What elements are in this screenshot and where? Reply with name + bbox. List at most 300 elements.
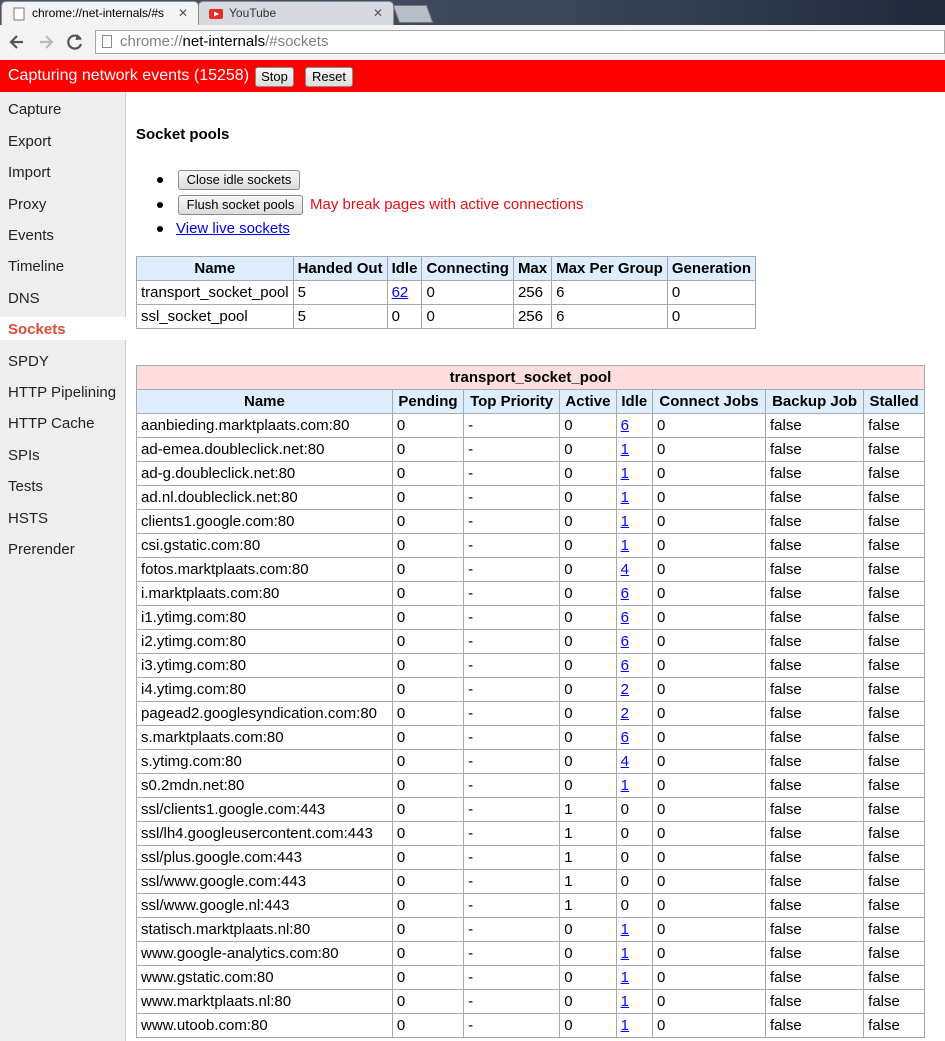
table-cell: 0 xyxy=(560,510,616,534)
table-cell: false xyxy=(864,822,925,846)
table-cell: 0 xyxy=(653,486,766,510)
list-bullet xyxy=(157,226,163,232)
table-cell: 1 xyxy=(560,798,616,822)
table-cell: false xyxy=(864,654,925,678)
column-header: Backup Job xyxy=(765,390,863,414)
table-cell: 6 xyxy=(552,305,668,329)
column-header: Handed Out xyxy=(293,257,387,281)
table-cell: false xyxy=(765,798,863,822)
table-cell: - xyxy=(464,510,560,534)
sidebar-item-timeline[interactable]: Timeline xyxy=(8,258,65,275)
table-cell: 0 xyxy=(560,414,616,438)
idle-count-link[interactable]: 1 xyxy=(620,489,629,506)
table-cell: false xyxy=(765,630,863,654)
sidebar-item-proxy[interactable]: Proxy xyxy=(8,196,47,213)
table-cell xyxy=(616,990,652,1014)
column-header: Connecting xyxy=(422,257,514,281)
idle-count-link[interactable]: 4 xyxy=(620,753,629,770)
table-cell: 0 xyxy=(392,822,463,846)
table-cell: false xyxy=(864,534,925,558)
idle-count-link[interactable]: 1 xyxy=(620,441,629,458)
table-cell: 0 xyxy=(560,678,616,702)
table-cell: - xyxy=(464,582,560,606)
table-cell: 1 xyxy=(560,822,616,846)
column-header: Idle xyxy=(387,257,422,281)
table-cell: 0 xyxy=(560,750,616,774)
table-row xyxy=(137,894,925,918)
column-header: Max xyxy=(513,257,551,281)
table-cell xyxy=(616,510,652,534)
table-row xyxy=(137,966,925,990)
table-cell: false xyxy=(765,918,863,942)
table-cell: false xyxy=(765,750,863,774)
table-row xyxy=(137,1014,925,1038)
table-cell: clients1.google.com:80 xyxy=(137,510,393,534)
table-cell: false xyxy=(864,846,925,870)
idle-count-link[interactable]: 1 xyxy=(620,993,629,1010)
transport-socket-pool-table xyxy=(136,365,925,1038)
table-cell: s0.2mdn.net:80 xyxy=(137,774,393,798)
table-cell: ssl/www.google.com:443 xyxy=(137,870,393,894)
youtube-icon xyxy=(209,7,223,21)
table-cell: 0 xyxy=(653,918,766,942)
table-cell: ssl/www.google.nl:443 xyxy=(137,894,393,918)
table-row xyxy=(137,942,925,966)
table-cell: - xyxy=(464,990,560,1014)
sidebar-item-sockets[interactable]: Sockets xyxy=(8,321,66,338)
table-cell: 0 xyxy=(560,774,616,798)
table-cell: false xyxy=(864,462,925,486)
table-cell: 0 xyxy=(616,870,652,894)
table-cell: 5 xyxy=(293,281,387,305)
table-cell: 0 xyxy=(560,462,616,486)
column-header: Active xyxy=(560,390,616,414)
table-cell: false xyxy=(864,678,925,702)
table-cell: 0 xyxy=(653,414,766,438)
table-cell: false xyxy=(864,486,925,510)
sidebar-item-capture[interactable]: Capture xyxy=(8,101,62,118)
table-cell: 0 xyxy=(560,558,616,582)
back-icon[interactable] xyxy=(6,31,28,53)
table-cell: false xyxy=(864,438,925,462)
table-cell: false xyxy=(765,654,863,678)
table-row xyxy=(137,774,925,798)
table-row xyxy=(137,654,925,678)
table-cell: 0 xyxy=(392,990,463,1014)
table-row xyxy=(137,582,925,606)
table-cell xyxy=(616,750,652,774)
table-cell xyxy=(616,702,652,726)
table-cell: - xyxy=(464,822,560,846)
table-cell: 0 xyxy=(653,654,766,678)
table-cell: 0 xyxy=(387,305,422,329)
table-cell: - xyxy=(464,678,560,702)
close-icon[interactable]: ✕ xyxy=(177,6,188,20)
table-cell xyxy=(616,558,652,582)
table-cell: 0 xyxy=(667,305,755,329)
table-cell: 0 xyxy=(560,942,616,966)
table-cell: false xyxy=(864,582,925,606)
table-row xyxy=(137,822,925,846)
flush-warning-text: May break pages with active connections xyxy=(310,196,584,213)
idle-count-link[interactable]: 6 xyxy=(620,729,629,746)
table-cell: false xyxy=(864,966,925,990)
idle-count-link[interactable]: 1 xyxy=(620,513,629,530)
table-row xyxy=(137,678,925,702)
table-cell: false xyxy=(765,486,863,510)
sidebar-item-spis[interactable]: SPIs xyxy=(8,447,40,464)
table-cell: 0 xyxy=(560,654,616,678)
table-cell: 0 xyxy=(616,822,652,846)
table-cell: www.marktplaats.nl:80 xyxy=(137,990,393,1014)
table-cell: 0 xyxy=(560,702,616,726)
table-cell: false xyxy=(765,606,863,630)
table-cell: 0 xyxy=(560,1014,616,1038)
table-caption: transport_socket_pool xyxy=(137,366,925,390)
table-cell: - xyxy=(464,414,560,438)
table-cell: 0 xyxy=(392,870,463,894)
table-cell: false xyxy=(765,966,863,990)
table-cell: 0 xyxy=(653,702,766,726)
table-cell xyxy=(616,462,652,486)
table-cell: false xyxy=(765,510,863,534)
table-cell: 256 xyxy=(513,281,551,305)
idle-count-link[interactable]: 62 xyxy=(391,284,409,301)
table-cell: 0 xyxy=(422,305,514,329)
table-cell: 0 xyxy=(560,726,616,750)
table-cell: 0 xyxy=(392,582,463,606)
sidebar xyxy=(0,92,126,1041)
sidebar-item-events[interactable]: Events xyxy=(8,227,54,244)
table-cell xyxy=(616,654,652,678)
table-cell: transport_socket_pool xyxy=(137,281,294,305)
table-cell xyxy=(616,414,652,438)
table-cell: 0 xyxy=(392,462,463,486)
table-cell: i3.ytimg.com:80 xyxy=(137,654,393,678)
table-cell: 0 xyxy=(392,558,463,582)
table-cell: 1 xyxy=(560,870,616,894)
table-cell: false xyxy=(864,510,925,534)
table-cell: 0 xyxy=(392,798,463,822)
reload-icon[interactable] xyxy=(64,31,86,53)
column-header: Pending xyxy=(392,390,463,414)
table-cell: 0 xyxy=(392,414,463,438)
table-cell: - xyxy=(464,726,560,750)
table-cell: 0 xyxy=(653,870,766,894)
table-cell: ssl/clients1.google.com:443 xyxy=(137,798,393,822)
table-cell xyxy=(616,438,652,462)
table-cell: 0 xyxy=(392,606,463,630)
table-cell: 0 xyxy=(392,486,463,510)
tab-strip xyxy=(0,0,945,25)
table-cell: 0 xyxy=(653,774,766,798)
table-cell: false xyxy=(765,774,863,798)
table-row xyxy=(137,750,925,774)
table-cell xyxy=(616,774,652,798)
table-cell: - xyxy=(464,606,560,630)
view-live-sockets-link[interactable]: View live sockets xyxy=(176,220,290,237)
table-cell: - xyxy=(464,558,560,582)
table-cell: i1.ytimg.com:80 xyxy=(137,606,393,630)
column-header: Stalled xyxy=(864,390,925,414)
table-cell: www.utoob.com:80 xyxy=(137,1014,393,1038)
table-cell: 0 xyxy=(392,846,463,870)
table-cell: 0 xyxy=(392,966,463,990)
column-header: Generation xyxy=(667,257,755,281)
table-cell: - xyxy=(464,630,560,654)
table-cell: false xyxy=(765,462,863,486)
table-cell: pagead2.googlesyndication.com:80 xyxy=(137,702,393,726)
stop-button[interactable]: Stop xyxy=(255,67,294,87)
address-bar[interactable]: chrome://net-internals/#sockets xyxy=(95,30,945,54)
idle-count-link[interactable]: 4 xyxy=(620,561,629,578)
idle-count-link[interactable]: 1 xyxy=(620,969,629,986)
table-cell: 0 xyxy=(560,606,616,630)
table-row xyxy=(137,414,925,438)
new-tab-button[interactable] xyxy=(393,5,434,23)
table-cell: 0 xyxy=(392,630,463,654)
table-cell: i4.ytimg.com:80 xyxy=(137,678,393,702)
table-cell: false xyxy=(765,678,863,702)
table-cell: ad.nl.doubleclick.net:80 xyxy=(137,486,393,510)
sidebar-item-prerender[interactable]: Prerender xyxy=(8,541,75,558)
table-row xyxy=(137,462,925,486)
table-cell: fotos.marktplaats.com:80 xyxy=(137,558,393,582)
table-cell: - xyxy=(464,798,560,822)
table-row xyxy=(137,438,925,462)
close-icon[interactable]: ✕ xyxy=(372,6,383,20)
table-cell xyxy=(616,486,652,510)
table-cell: 0 xyxy=(392,678,463,702)
table-cell: false xyxy=(864,750,925,774)
table-cell: false xyxy=(765,438,863,462)
table-cell: ad-g.doubleclick.net:80 xyxy=(137,462,393,486)
tab-net-internals[interactable] xyxy=(1,1,199,25)
column-header: Max Per Group xyxy=(552,257,668,281)
table-cell: 0 xyxy=(653,726,766,750)
table-cell: false xyxy=(765,942,863,966)
table-cell: false xyxy=(765,990,863,1014)
table-cell: 0 xyxy=(560,990,616,1014)
table-cell: - xyxy=(464,870,560,894)
sidebar-item-http-pipelining[interactable]: HTTP Pipelining xyxy=(8,384,117,401)
table-cell: false xyxy=(864,1014,925,1038)
table-cell: false xyxy=(864,726,925,750)
table-cell: - xyxy=(464,942,560,966)
sidebar-item-hsts[interactable]: HSTS xyxy=(8,510,49,527)
idle-count-link[interactable]: 1 xyxy=(620,1017,629,1034)
idle-count-link[interactable]: 1 xyxy=(620,537,629,554)
table-cell: false xyxy=(864,630,925,654)
sidebar-item-dns[interactable]: DNS xyxy=(8,290,40,307)
table-row xyxy=(137,606,925,630)
table-cell: false xyxy=(864,894,925,918)
table-cell: 0 xyxy=(392,894,463,918)
table-cell: false xyxy=(765,1014,863,1038)
table-cell: false xyxy=(864,798,925,822)
table-cell: - xyxy=(464,894,560,918)
table-row xyxy=(137,305,756,329)
table-row xyxy=(137,870,925,894)
forward-icon[interactable] xyxy=(35,31,57,53)
table-cell: statisch.marktplaats.nl:80 xyxy=(137,918,393,942)
flush-socket-pools-button[interactable]: Flush socket pools xyxy=(178,195,303,215)
table-row xyxy=(137,534,925,558)
table-cell: 0 xyxy=(653,606,766,630)
close-idle-sockets-button[interactable]: Close idle sockets xyxy=(178,170,300,190)
table-cell xyxy=(616,726,652,750)
table-cell: - xyxy=(464,702,560,726)
table-cell xyxy=(616,606,652,630)
table-cell: 0 xyxy=(560,966,616,990)
reset-button[interactable]: Reset xyxy=(305,67,353,87)
idle-count-link[interactable]: 1 xyxy=(620,777,629,794)
idle-count-link[interactable]: 6 xyxy=(620,417,629,434)
table-cell: 0 xyxy=(392,726,463,750)
table-cell xyxy=(616,630,652,654)
table-cell: i2.ytimg.com:80 xyxy=(137,630,393,654)
table-cell: 0 xyxy=(653,678,766,702)
table-cell: aanbieding.marktplaats.com:80 xyxy=(137,414,393,438)
table-cell: 0 xyxy=(616,846,652,870)
table-cell: 0 xyxy=(422,281,514,305)
table-cell: - xyxy=(464,486,560,510)
table-cell: 0 xyxy=(653,558,766,582)
table-cell: false xyxy=(765,726,863,750)
table-cell: false xyxy=(765,846,863,870)
table-cell: ad-emea.doubleclick.net:80 xyxy=(137,438,393,462)
table-cell: false xyxy=(765,822,863,846)
table-cell: 1 xyxy=(560,894,616,918)
page-icon xyxy=(102,35,112,48)
table-cell: 0 xyxy=(392,942,463,966)
table-cell: 0 xyxy=(653,534,766,558)
table-cell xyxy=(387,281,422,305)
table-cell: 0 xyxy=(392,702,463,726)
capture-status-bar xyxy=(0,60,945,92)
idle-count-link[interactable]: 1 xyxy=(620,465,629,482)
table-cell xyxy=(616,1014,652,1038)
column-header: Name xyxy=(137,257,294,281)
table-cell: s.marktplaats.com:80 xyxy=(137,726,393,750)
idle-count-link[interactable]: 1 xyxy=(620,945,629,962)
page-title: Socket pools xyxy=(136,126,230,143)
table-cell: false xyxy=(765,414,863,438)
table-cell: - xyxy=(464,654,560,678)
table-cell: false xyxy=(765,582,863,606)
table-cell: 0 xyxy=(560,630,616,654)
table-cell: 0 xyxy=(392,438,463,462)
idle-count-link[interactable]: 2 xyxy=(620,681,629,698)
table-cell: i.marktplaats.com:80 xyxy=(137,582,393,606)
sidebar-item-spdy[interactable]: SPDY xyxy=(8,353,49,370)
column-header: Name xyxy=(137,390,393,414)
list-bullet xyxy=(157,202,163,208)
table-row xyxy=(137,990,925,1014)
table-cell: 0 xyxy=(616,798,652,822)
table-cell: s.ytimg.com:80 xyxy=(137,750,393,774)
table-cell: www.gstatic.com:80 xyxy=(137,966,393,990)
table-row xyxy=(137,846,925,870)
table-cell: false xyxy=(864,918,925,942)
table-row xyxy=(137,510,925,534)
table-row xyxy=(137,486,925,510)
table-cell: 0 xyxy=(653,1014,766,1038)
column-header: Idle xyxy=(616,390,652,414)
idle-count-link[interactable]: 1 xyxy=(620,921,629,938)
table-row xyxy=(137,558,925,582)
table-cell xyxy=(616,678,652,702)
table-cell: 0 xyxy=(392,534,463,558)
table-cell: - xyxy=(464,774,560,798)
table-row xyxy=(137,630,925,654)
idle-count-link[interactable]: 6 xyxy=(620,585,629,602)
table-cell: 0 xyxy=(560,438,616,462)
table-cell: - xyxy=(464,462,560,486)
browser-toolbar xyxy=(0,25,945,61)
idle-count-link[interactable]: 6 xyxy=(620,657,629,674)
table-cell: 256 xyxy=(513,305,551,329)
table-row xyxy=(137,281,756,305)
table-cell: - xyxy=(464,846,560,870)
table-cell: 0 xyxy=(653,630,766,654)
table-cell: - xyxy=(464,750,560,774)
sidebar-item-export[interactable]: Export xyxy=(8,133,52,150)
table-cell: false xyxy=(765,702,863,726)
table-cell: 0 xyxy=(653,798,766,822)
table-cell xyxy=(616,918,652,942)
table-cell: - xyxy=(464,534,560,558)
table-cell: false xyxy=(765,558,863,582)
table-cell: - xyxy=(464,1014,560,1038)
table-cell: 6 xyxy=(552,281,668,305)
table-cell: 0 xyxy=(653,462,766,486)
idle-count-link[interactable]: 2 xyxy=(620,705,629,722)
table-cell: ssl_socket_pool xyxy=(137,305,294,329)
table-cell: false xyxy=(864,558,925,582)
table-cell: 0 xyxy=(560,534,616,558)
column-header: Top Priority xyxy=(464,390,560,414)
table-cell: false xyxy=(864,942,925,966)
tab-youtube[interactable] xyxy=(198,1,394,25)
table-cell: 0 xyxy=(392,654,463,678)
table-cell: false xyxy=(864,990,925,1014)
table-cell: www.google-analytics.com:80 xyxy=(137,942,393,966)
table-cell: false xyxy=(765,870,863,894)
table-cell: 0 xyxy=(653,510,766,534)
table-row xyxy=(137,798,925,822)
table-cell: 1 xyxy=(560,846,616,870)
table-cell: 0 xyxy=(392,1014,463,1038)
table-row xyxy=(137,726,925,750)
table-cell xyxy=(616,582,652,606)
table-cell: 0 xyxy=(653,942,766,966)
idle-count-link[interactable]: 6 xyxy=(620,633,629,650)
table-cell: ssl/plus.google.com:443 xyxy=(137,846,393,870)
idle-count-link[interactable]: 6 xyxy=(620,609,629,626)
sidebar-item-import[interactable]: Import xyxy=(8,164,51,181)
table-cell: false xyxy=(864,774,925,798)
table-cell: 0 xyxy=(653,750,766,774)
table-cell: - xyxy=(464,918,560,942)
table-cell: 0 xyxy=(653,990,766,1014)
table-cell: 0 xyxy=(392,750,463,774)
sidebar-item-tests[interactable]: Tests xyxy=(8,478,44,495)
table-cell xyxy=(616,534,652,558)
table-cell: false xyxy=(864,870,925,894)
sidebar-item-http-cache[interactable]: HTTP Cache xyxy=(8,415,95,432)
table-cell: 0 xyxy=(653,846,766,870)
